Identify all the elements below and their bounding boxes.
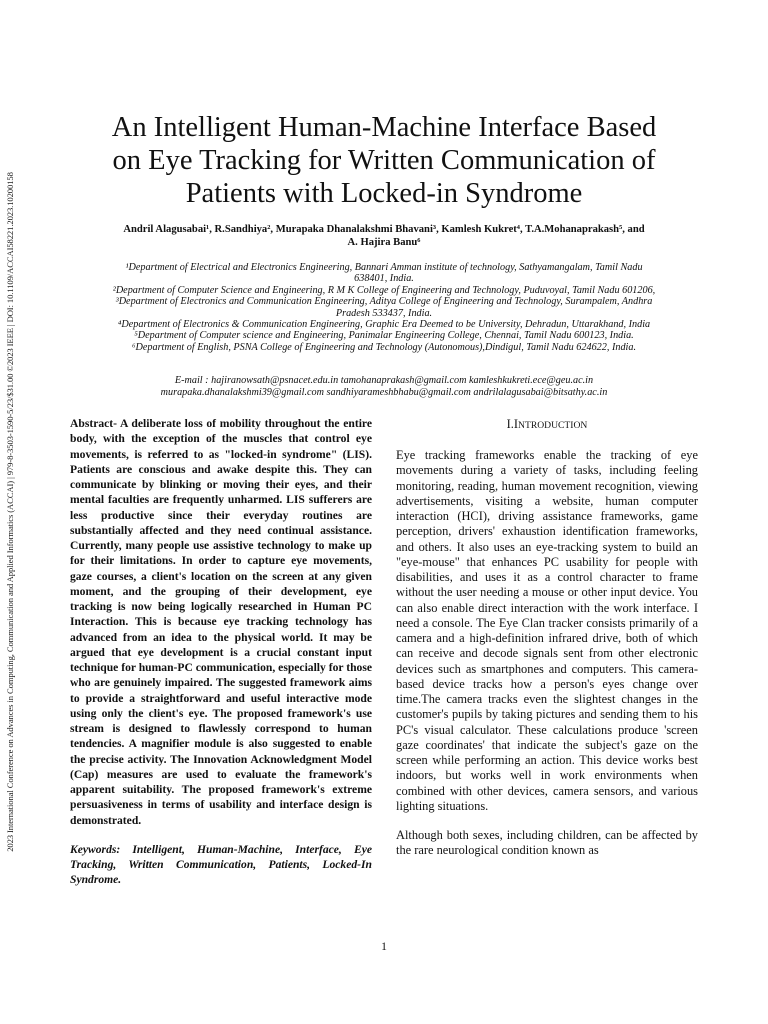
affiliation-line: Pradesh 533437, India. bbox=[335, 307, 433, 319]
affiliations bbox=[50, 262, 718, 353]
intro-paragraph: Eye tracking frameworks enable the tracking of eye movements during a variety of tasks, including feeling monitoring, reading, human movement recognition, viewing advertisements, visiting a website, human computer interaction (HCI), driving assistance frameworks, game perception, drivers' exhaustion identification frameworks, and others. It also uses an eye-tracking system to build an "eye-mouse" that enhances PC usability for people with disabilities, and uses it as a control character to frame without the user needing a mouse or other input device. You can also enable direct interaction with the work interface. I need a console. The Eye Clan tracker consists primarily of a camera and a high-definition infrared drive, both of which can receive and decode signals sent from other electronic devices such as smartphones and computers. This camera-based device tracks how a person's eyes change over time.The camera tracks even the slightest changes in the customer's pupils by taking pictures and sending them to his PC's visual calculator. These calculations produce 'screen gaze coordinates' that indicate the subject's gaze on the screen while performing an action. This device works best indoors, but works well in work environments when combined with other devices, camera sensors, and various lighting situations. bbox=[396, 448, 698, 813]
authors-line-1: Andril Alagusabai¹, R.Sandhiya², Murapaka Dhanalakshmi Bhavani³, Kamlesh Kukret⁴, T.A.Mohanaprakash⁵, and bbox=[123, 224, 645, 235]
email-block bbox=[50, 375, 718, 399]
email-line-1: E-mail : hajiranowsath@psnacet.edu.in tamohanaprakash@gmail.com kamleshkukreti.ece@geu.ac.in bbox=[174, 375, 594, 386]
section-first-letter: I bbox=[513, 417, 519, 431]
intro-paragraph: Although both sexes, including children, can be affected by the rare neurological condition known as bbox=[396, 828, 698, 858]
email-line-2: murapaka.dhanalakshmi39@gmail.com sandhiyarameshbhabu@gmail.com andrilalagusabai@bitsathy.ac.in bbox=[160, 387, 608, 398]
sidebar-text: 2023 International Conference on Advances in Computing, Communication and Applied Informatics (ACCAI) | 979-8-3503-1590-5/23/$31.00 ©2023 IEEE | DOI: 10.1109/ACCAI58221.2023.10200158 bbox=[5, 172, 15, 852]
affiliation-line: ¹Department of Electrical and Electronics Engineering, Bannari Amman institute of technology, Sathyamangalam, Tamil Nadu bbox=[125, 262, 643, 273]
affiliation-line: ⁵Department of Computer science and Engineering, Panimalar Engineering College, Chennai, Tamil Nadu 600123, India. bbox=[134, 330, 634, 342]
affiliation-line: 638401, India. bbox=[354, 273, 414, 285]
conference-doi-sidebar bbox=[2, 0, 18, 1024]
authors-line-2: A. Hajira Banu⁶ bbox=[347, 237, 421, 248]
left-column bbox=[70, 416, 372, 888]
affiliation-line: ⁶Department of English, PSNA College of Engineering and Technology (Autonomous),Dindigul, Tamil Nadu 624622, India. bbox=[131, 341, 637, 353]
paper-title bbox=[60, 111, 708, 210]
affiliation-line: ³Department of Electronics and Communication Engineering, Aditya College of Engineering and Technology, Surampalem, Andhra bbox=[115, 296, 653, 308]
section-title-rest: NTRODUCTION bbox=[518, 420, 588, 431]
author-list bbox=[60, 223, 708, 249]
affiliation-line: ²Department of Computer Science and Engineering, R M K College of Engineering and Technology, Puduvoyal, Tamil Nadu 601206, bbox=[112, 284, 656, 296]
affiliation-line: ⁴Department of Electronics & Communication Engineering, Graphic Era Deemed to be University, Dehradun, Uttarakhand, India bbox=[117, 319, 651, 331]
page-number: 1 bbox=[381, 940, 387, 953]
abstract: Abstract- A deliberate loss of mobility throughout the entire body, with the exception of the muscles that control eye movements, is referred to as "locked-in syndrome" (LIS). Patients are conscious and awake despite this. They can communicate by blinking or moving their eyes, and their mental faculties are frequently unharmed. LIS sufferers are less productive since their everyday routines are substantially affected and they need continual assistance. Currently, many people use assistive technology to make up for their limitations. In order to capture eye movements, gaze courses, a client's location on the screen at any given moment, and the grouping of their development, eye tracking is now being logically researched in Human PC Interaction. This is because eye tracking technology has advanced from an idea to the physical world. It may be argued that eye development is a crucial constant input technique for human-PC communication, especially for those who are genuinely impaired. The suggested framework aims to provide a straightforward and useful interactive mode using only the client's eye. The proposed framework's use stream is designed to flawlessly correspond to human tendencies. A magnifier module is also suggested to enable the precise activity. The Innovation Acknowledgment Model (Cap) measures are used to evaluate the framework's apparent suitability. The proposed framework's extreme persuasiveness in terms of usability and interface design is demonstrated. bbox=[70, 417, 372, 827]
title-line-1: An Intelligent Human-Machine Interface Based bbox=[111, 112, 657, 143]
right-column bbox=[396, 416, 698, 859]
section-number: I. bbox=[506, 417, 514, 431]
keywords: Keywords: Intelligent, Human-Machine, Interface, Eye Tracking, Written Communication, Patients, Locked-In Syndrome. bbox=[70, 842, 372, 887]
title-line-3: Patients with Locked-in Syndrome bbox=[185, 178, 583, 209]
section-heading-introduction bbox=[396, 416, 698, 434]
title-line-2: on Eye Tracking for Written Communication of bbox=[112, 145, 656, 176]
